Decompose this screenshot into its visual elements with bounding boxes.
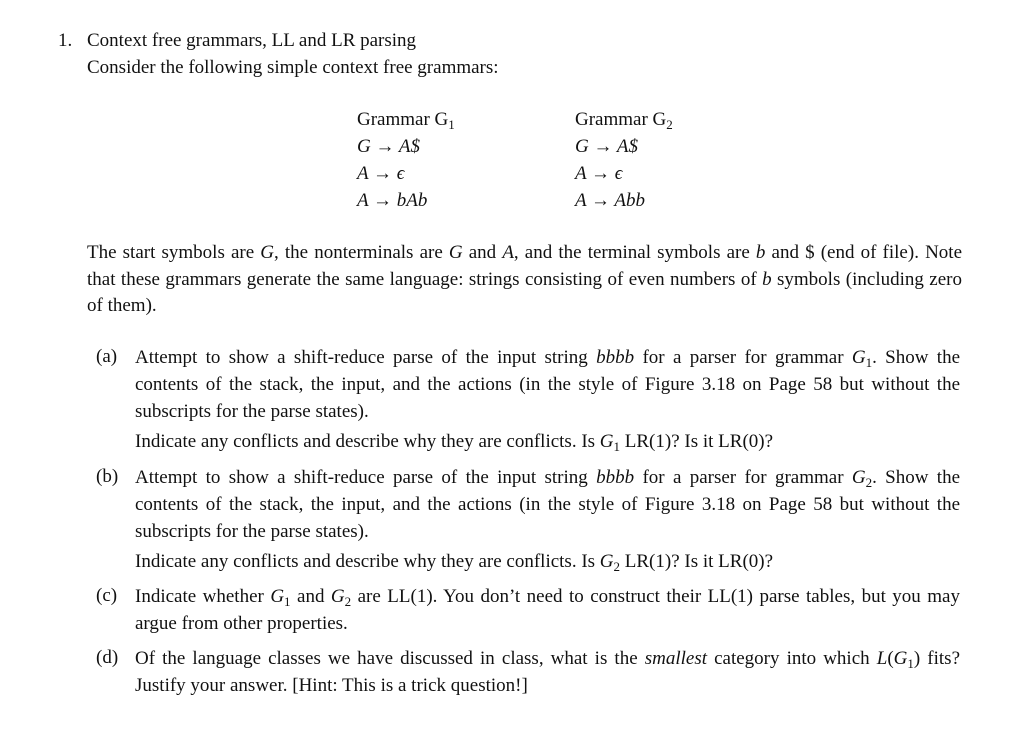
math-symbol: L [876,648,888,669]
math-subscript: 1 [865,355,873,370]
item-a-text-2 [135,428,960,455]
item-a-text [135,344,960,425]
math-paren: ( [887,648,894,669]
grammar-rule: G → A$ [357,136,420,157]
grammar-rule: A → Abb [575,190,646,211]
item-d-text [135,645,960,699]
text-run: Indicate any conflicts and describe why they are conflicts. Is [135,551,600,572]
text-run: Attempt to show a shift-reduce parse of the input string [135,347,597,368]
item-c-label: (c) [96,585,118,606]
text-run: and $ (end of file). Note that these grammars generate the same language: strings consisting of even numbers of [87,242,962,290]
text-run: Indicate any conflicts and describe why they are conflicts. Is [135,431,600,452]
grammar-heading-text: Grammar G [575,109,667,130]
input-string: bbbb [596,467,635,488]
text-run: for a parser for grammar [634,467,852,488]
text-run: The start symbols are [87,242,261,263]
grammar-heading-subscript: 2 [666,117,673,132]
text-run: . Show the contents of the stack, the input, and the actions (in the style of Figure 3.18 on Page 58 but without the subscripts for the parse states). [135,467,961,542]
text-run: , the nonterminals are [274,242,449,263]
math-symbol: G [599,431,614,452]
question-number: 1. [58,30,73,51]
text-run: Attempt to show a shift-reduce parse of the input string [135,467,597,488]
item-a-label: (a) [96,346,118,367]
input-string: bbbb [596,347,635,368]
grammar-heading-subscript: 1 [448,117,455,132]
math-symbol: G [851,467,866,488]
text-run: . Show the contents of the stack, the input, and the actions (in the style of Figure 3.18 on Page 58 but without the subscripts for the parse states). [135,347,961,422]
text-run: for a parser for grammar [634,347,852,368]
grammar-rule: A → ϵ [357,163,405,184]
grammar-rule: A → bAb [357,190,428,211]
text-run: LR(1)? Is it LR(0)? [620,551,774,572]
math-symbol: b [762,268,772,290]
grammar-g2 [575,106,673,214]
math-symbol: G [851,347,866,368]
item-b-label: (b) [96,466,119,487]
text-run: fits? Justify your answer. [Hint: This is a trick question!] [135,648,960,696]
grammar-heading-text: Grammar G [357,109,449,130]
emphasis: smallest [644,648,707,669]
text-run: are LL(1). You don’t need to construct their LL(1) parse tables, but you may argue from other properties. [135,586,960,634]
math-symbol: A [502,242,514,263]
item-b-text-2 [135,548,960,575]
math-subscript: 2 [865,475,873,490]
math-symbol: G [599,551,614,572]
math-subscript: 2 [344,594,352,609]
text-run: , and the terminal symbols are [513,242,756,263]
math-subscript: 1 [284,594,291,609]
text-run: and [462,242,503,263]
math-symbol: G [260,242,275,263]
grammar-heading [357,106,455,133]
math-symbol: b [755,242,766,263]
description-paragraph [87,240,962,320]
text-run: symbols (including zero of them). [87,268,962,316]
math-symbol: G [330,586,345,607]
text-run: category into which [707,648,877,669]
math-subscript: 1 [907,656,914,671]
math-symbol: G [448,242,463,263]
grammar-rule: A → ϵ [575,163,623,184]
grammar-heading [575,106,673,133]
question-title: Context free grammars, LL and LR parsing [87,30,417,51]
grammar-g1 [357,106,455,214]
text-run: Indicate whether [135,586,271,607]
item-d-label: (d) [96,647,119,668]
text-run: and [290,586,331,607]
item-c-text [135,583,960,637]
math-subscript: 2 [613,559,621,574]
item-b-text [135,464,960,545]
text-run: LR(1)? Is it LR(0)? [620,431,774,452]
math-symbol: G [270,586,285,607]
question-intro: Consider the following simple context free grammars: [87,57,499,78]
grammar-rule: G → A$ [575,136,638,157]
math-symbol: G [893,648,908,669]
math-subscript: 1 [613,439,621,454]
math-paren: ) [913,648,921,669]
text-run: Of the language classes we have discussed in class, what is the [135,648,645,669]
